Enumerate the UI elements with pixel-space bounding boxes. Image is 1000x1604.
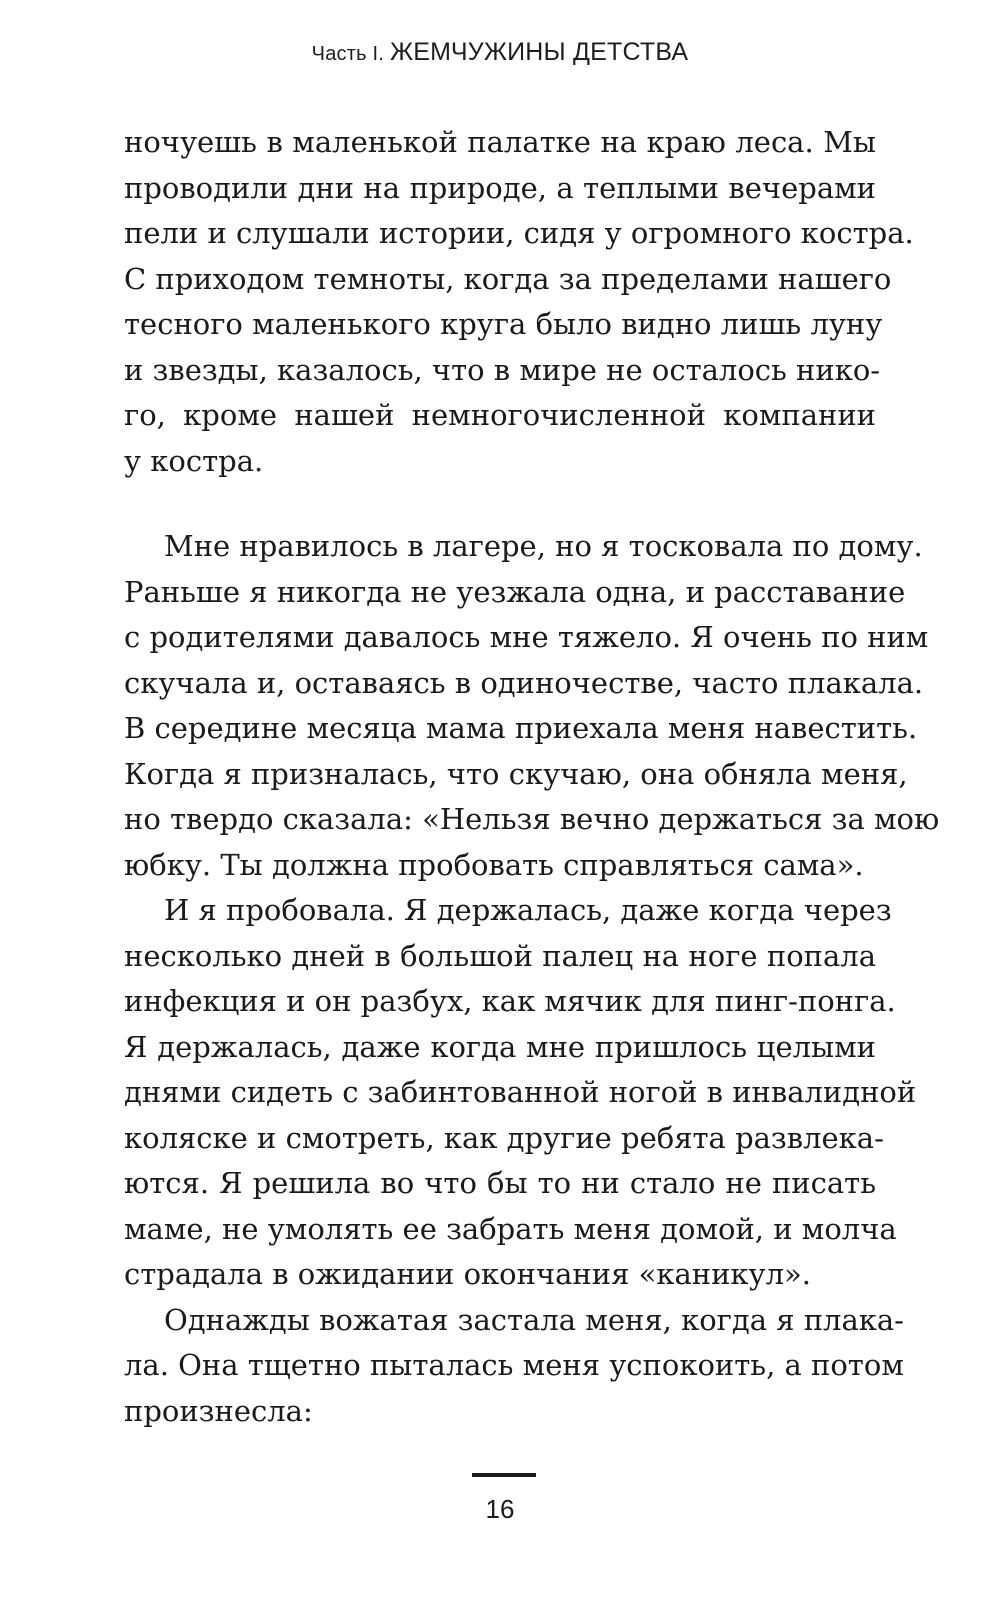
text-line: Мне нравилось в лагере, но я тосковала по дому.: [164, 529, 923, 563]
text-line: проводили дни на природе, а теплыми вечерами: [124, 170, 876, 205]
paragraph-3: [124, 888, 917, 1298]
text-line: юбку. Ты должна пробовать справляться сама».: [124, 847, 864, 882]
text-line: Однажды вожатая застала меня, когда я плака-: [164, 1302, 904, 1337]
text-line: ла. Она тщетно пыталась меня успокоить, а потом: [124, 1348, 904, 1382]
running-head-part: Часть I.: [311, 43, 384, 65]
text-line: несколько дней в большой палец на ноге попала: [124, 938, 876, 973]
page-number: 16: [485, 1494, 515, 1524]
text-line: ночуешь в маленькой палатке на краю леса. Мы: [124, 125, 876, 159]
text-line: В середине месяца мама приехала меня навестить.: [124, 711, 918, 745]
running-head: [0, 38, 1000, 67]
text-line: го, кроме нашей немногочисленной компании: [124, 398, 876, 432]
footer-rule: [472, 1473, 536, 1477]
text-line: и звезды, казалось, что в мире не осталось нико-: [124, 352, 881, 387]
text-line: но твердо сказала: «Нельзя вечно держаться за мою: [124, 802, 940, 836]
text-line: И я пробовала. Я держалась, даже когда через: [164, 893, 892, 927]
text-line: страдала в ожидании окончания «каникул».: [124, 1257, 811, 1291]
paragraph-4: [124, 1298, 904, 1435]
paragraph-2: [124, 524, 940, 888]
text-line: днями сидеть с забинтованной ногой в инвалидной: [124, 1075, 917, 1109]
paragraph-1: [124, 120, 914, 484]
body-text: [124, 120, 940, 1434]
text-line: скучала и, оставаясь в одиночестве, часто плакала.: [124, 665, 924, 700]
section-break: [124, 484, 876, 524]
text-line: пели и слушали истории, сидя у огромного костра.: [124, 216, 914, 250]
text-line: коляске и смотреть, как другие ребята развлека-: [124, 1120, 884, 1155]
text-line: Когда я призналась, что скучаю, она обняла меня,: [124, 756, 908, 791]
text-line: Раньше я никогда не уезжала одна, и расставание: [124, 574, 906, 609]
text-line: маме, не умолять ее забрать меня домой, и молча: [124, 1211, 897, 1246]
text-line: инфекция и он разбух, как мячик для пинг-понга.: [124, 984, 896, 1018]
text-line: Я держалась, даже когда мне пришлось целыми: [124, 1029, 876, 1064]
running-head-title: ЖЕМЧУЖИНЫ ДЕТСТВА: [389, 38, 689, 66]
text-line: тесного маленького круга было видно лишь луну: [124, 307, 883, 341]
text-line: произнесла:: [124, 1393, 313, 1428]
text-line: с родителями давалось мне тяжело. Я очень по ним: [124, 620, 929, 654]
text-line: у костра.: [124, 443, 264, 478]
text-line: ются. Я решила во что бы то ни стало не писать: [124, 1166, 876, 1200]
text-line: С приходом темноты, когда за пределами нашего: [124, 261, 892, 296]
